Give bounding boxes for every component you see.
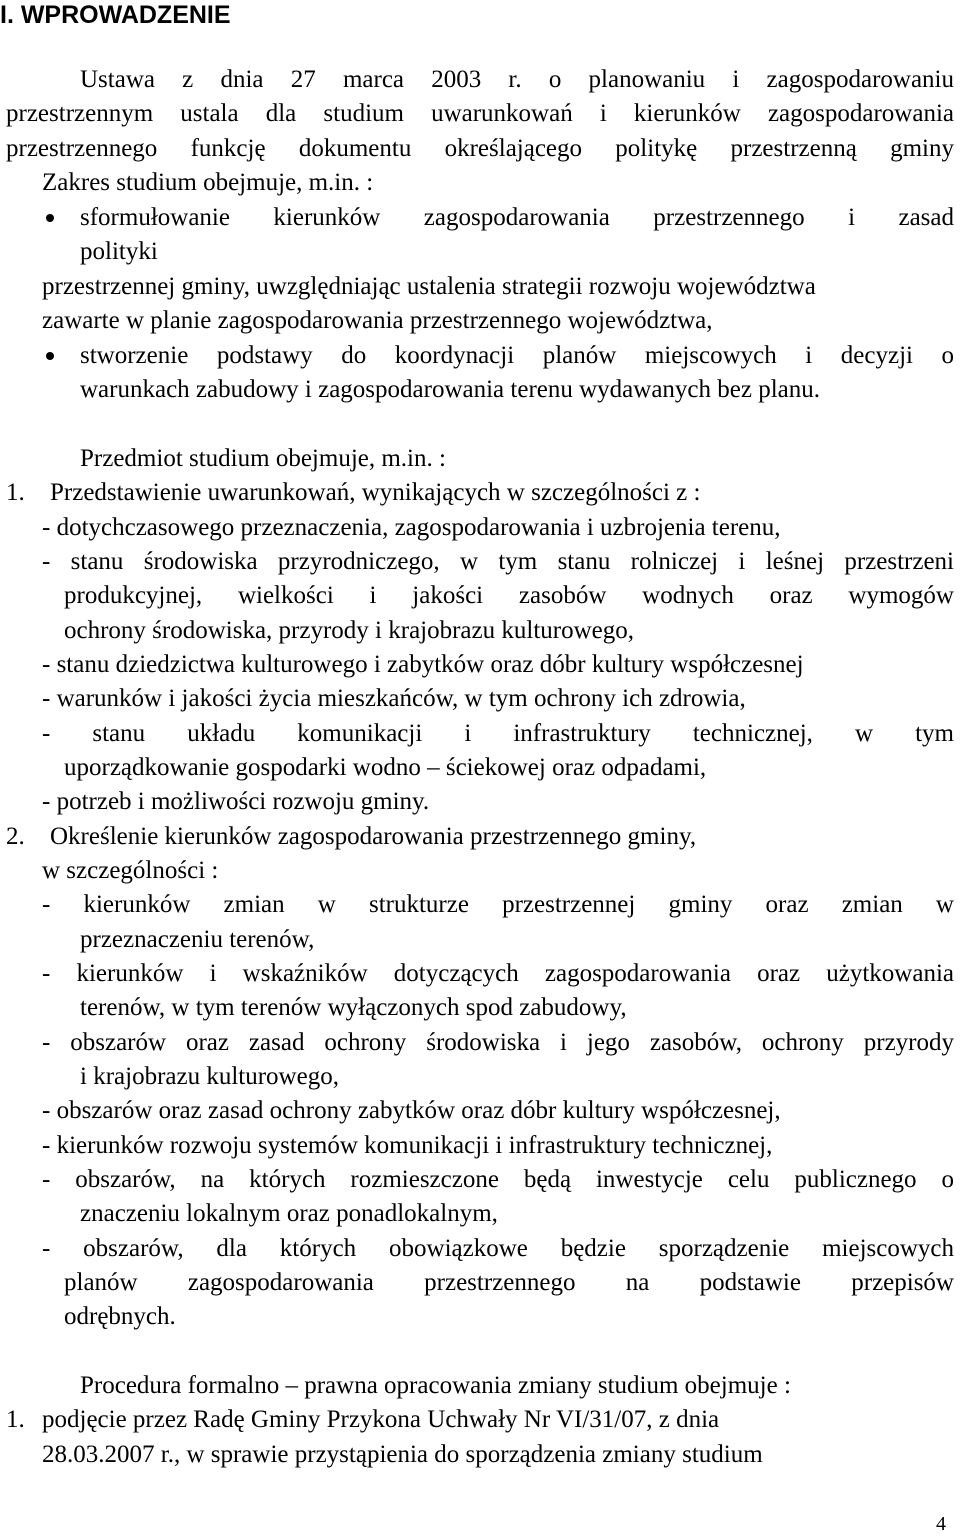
section-1-item: - dotychczasowego przeznaczenia, zagospodarowania i uzbrojenia terenu, [42, 514, 781, 541]
section-1-number: 1. [6, 479, 25, 506]
section-1-item: - stanu układu komunikacji i infrastruktury technicznej, w tym [42, 720, 954, 747]
bullet-icon [46, 214, 54, 222]
section-2-item: - obszarów, dla których obowiązkowe będzie sporządzenie miejscowych [42, 1235, 954, 1262]
procedure-title: Procedura formalno – prawna opracowania zmiany studium obejmuje : [80, 1372, 791, 1399]
section-2-item: - kierunków i wskaźników dotyczących zagospodarowania oraz użytkowania [42, 960, 954, 987]
section-2-item: znaczeniu lokalnym oraz ponadlokalnym, [80, 1200, 498, 1227]
section-1-item: uporządkowanie gospodarki wodno – ściekowej oraz odpadami, [64, 754, 707, 781]
section-2-item: i krajobrazu kulturowego, [80, 1063, 339, 1090]
section-1-item: produkcyjnej, wielkości i jakości zasobów wodnych oraz wymogów [64, 582, 954, 609]
scope-bullet-1-line-2: polityki [80, 238, 158, 265]
intro-line-2: przestrzennym ustala dla studium uwarunkowań i kierunków zagospodarowania [6, 100, 954, 127]
section-2-item: - obszarów oraz zasad ochrony zabytków oraz dóbr kultury współczesnej, [42, 1097, 781, 1124]
intro-line-3: przestrzennego funkcję dokumentu określającego politykę przestrzenną gminy [6, 135, 954, 162]
section-2-item: terenów, w tym terenów wyłączonych spod zabudowy, [80, 994, 627, 1021]
procedure-item-1-line-2: 28.03.2007 r., w sprawie przystąpienia do sporządzenia zmiany studium [42, 1441, 763, 1468]
section-2-item: - kierunków rozwoju systemów komunikacji i infrastruktury technicznej, [42, 1132, 773, 1159]
intro-line-4: Zakres studium obejmuje, m.in. : [42, 169, 374, 196]
section-1-item: - stanu środowiska przyrodniczego, w tym stanu rolniczej i leśnej przestrzeni [42, 548, 954, 575]
scope-bullet-1-line-3: przestrzennej gminy, uwzględniając ustalenia strategii rozwoju województwa [42, 273, 816, 300]
section-heading: I. WPROWADZENIE [0, 1, 231, 29]
section-2-item: przeznaczeniu terenów, [80, 926, 315, 953]
section-1-item: - warunków i jakości życia mieszkańców, w tym ochrony ich zdrowia, [42, 685, 746, 712]
intro-line-1: Ustawa z dnia 27 marca 2003 r. o planowaniu i zagospodarowaniu [80, 66, 954, 93]
section-2-item: - kierunków zmian w strukturze przestrzennej gminy oraz zmian w [42, 891, 954, 918]
scope-bullet-2-line-1: stworzenie podstawy do koordynacji planów miejscowych i decyzji o [80, 342, 954, 369]
scope-bullet-2-line-2: warunkach zabudowy i zagospodarowania terenu wydawanych bez planu. [80, 376, 820, 403]
procedure-item-1-number: 1. [6, 1406, 25, 1433]
section-2-item: planów zagospodarowania przestrzennego na podstawie przepisów [64, 1269, 954, 1296]
section-2-item: - obszarów, na których rozmieszczone będą inwestycje celu publicznego o [42, 1166, 954, 1193]
section-1-item: ochrony środowiska, przyrody i krajobrazu kulturowego, [64, 617, 634, 644]
section-2-title: Określenie kierunków zagospodarowania przestrzennego gminy, [50, 823, 697, 850]
bullet-icon [46, 352, 54, 360]
section-2-title-cont: w szczególności : [42, 857, 219, 884]
section-2-item: odrębnych. [64, 1303, 176, 1330]
section-2-item: - obszarów oraz zasad ochrony środowiska i jego zasobów, ochrony przyrody [42, 1029, 954, 1056]
page-number: 4 [936, 1513, 946, 1535]
section-1-title: Przedstawienie uwarunkowań, wynikających w szczególności z : [50, 479, 701, 506]
section-1-item: - potrzeb i możliwości rozwoju gminy. [42, 788, 430, 815]
section-2-number: 2. [6, 823, 25, 850]
scope-bullet-1-line-4: zawarte w planie zagospodarowania przestrzennego województwa, [42, 307, 713, 334]
subject-intro: Przedmiot studium obejmuje, m.in. : [80, 445, 446, 472]
procedure-item-1-line-1: podjęcie przez Radę Gminy Przykona Uchwały Nr VI/31/07, z dnia [42, 1406, 720, 1433]
section-1-item: - stanu dziedzictwa kulturowego i zabytków oraz dóbr kultury współczesnej [42, 651, 804, 678]
scope-bullet-1-line-1: sformułowanie kierunków zagospodarowania przestrzennego i zasad [80, 204, 954, 231]
